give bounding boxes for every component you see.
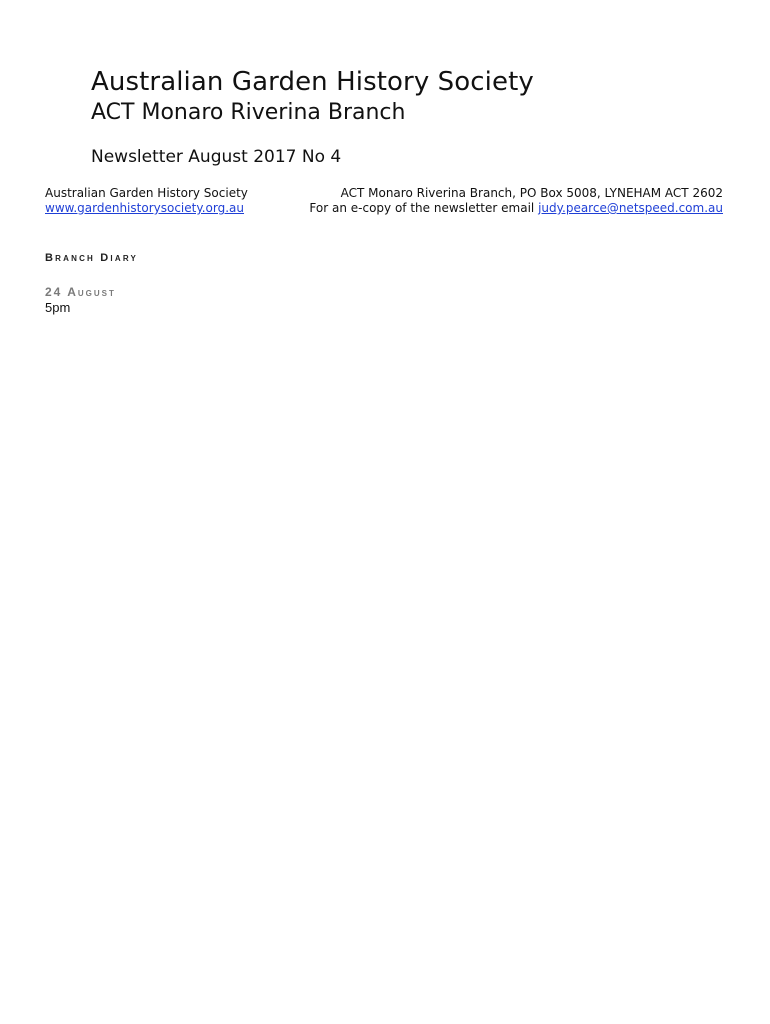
branch-address: ACT Monaro Riverina Branch, PO Box 5008, LYNEHAM ACT 2602 [340, 186, 723, 200]
society-title: Australian Garden History Society [91, 67, 534, 97]
diary-entry-date: 24 August [45, 285, 116, 299]
society-website-link[interactable]: www.gardenhistorysociety.org.au [45, 201, 245, 215]
contact-info-row [45, 186, 723, 216]
diary-entry-time: 5pm [45, 300, 71, 315]
ecopy-line [309, 201, 723, 216]
branch-subtitle: ACT Monaro Riverina Branch [91, 100, 406, 125]
ecopy-prefix: For an e-copy of the newsletter email [309, 201, 539, 215]
branch-diary-heading: Branch Diary [45, 252, 139, 264]
newsletter-masthead [91, 66, 534, 168]
newsletter-issue: Newsletter August 2017 No 4 [91, 147, 342, 167]
newsletter-email-link[interactable]: judy.pearce@netspeed.com.au [538, 201, 723, 215]
society-name: Australian Garden History Society [45, 186, 248, 200]
contact-left-column [45, 186, 248, 216]
contact-right-column [309, 186, 723, 216]
